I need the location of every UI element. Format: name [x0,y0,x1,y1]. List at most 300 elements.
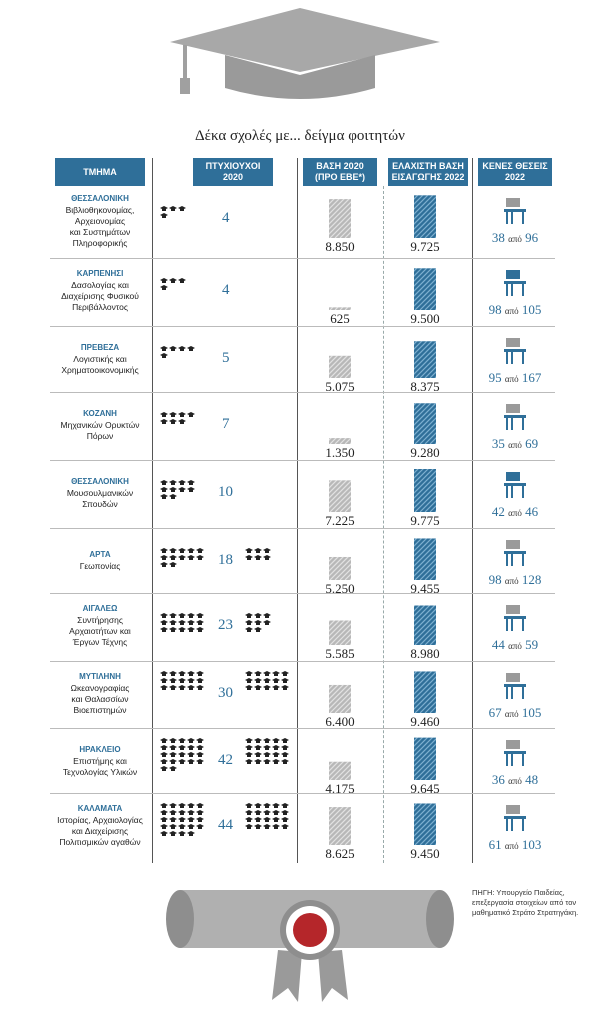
graduate-hat-icon [187,752,195,757]
graduates-count: 7 [222,416,230,432]
graduate-hat-icon [160,745,168,750]
graduate-hat-icon [254,548,262,553]
department-label: Βιοεπιστημών [73,705,127,715]
graduate-hat-icon [160,627,168,632]
graduate-hat-icon [160,803,168,808]
min-2022-value: 8.375 [410,379,440,394]
graduate-hat-icon [160,487,168,492]
graduate-hat-icon [169,412,177,417]
graduation-cap-icon [0,0,600,120]
graduate-hat-icon [245,678,253,683]
graduate-hat-icon [187,555,195,560]
base-2020-value: 5.075 [325,379,355,394]
graduate-hat-icon [178,810,186,815]
base-2020-value: 8.625 [325,846,355,861]
vacant-seats-text [470,572,560,588]
graduate-hat-icon [187,613,195,618]
graduate-hat-icon [160,766,168,771]
graduates-count: 4 [222,210,230,226]
graduate-hat-icon [169,627,177,632]
base-2020-value: 4.175 [325,781,355,796]
graduate-hat-icon [187,346,195,351]
min-2022-bar [414,801,436,845]
graduate-hat-icon [178,685,186,690]
graduate-hat-icon [160,206,168,211]
department-label: και Θαλασσίων [71,694,129,704]
graduate-hat-icon [245,548,253,553]
graduate-hat-icon [254,620,262,625]
base-2020-bar [329,601,351,645]
base-2020-bar [329,334,351,378]
vacant-seats-text [470,230,560,246]
graduate-hat-icon [169,738,177,743]
vacant-seats-text [470,504,560,520]
place-label: ΚΑΛΑΜΑΤΑ [77,804,123,813]
graduate-hat-icon [169,671,177,676]
graduate-hat-icon [281,817,289,822]
graduate-hat-icon [245,810,253,815]
row-separator [50,460,555,461]
graduate-hat-icon [272,803,280,808]
seats-preposition: από [508,641,522,651]
desk-chair-icon [502,603,528,633]
min-2022-value: 9.280 [410,445,440,460]
graduate-hat-icon [178,759,186,764]
row-separator [50,392,555,393]
graduate-hat-icon [196,627,204,632]
graduate-hat-icon [160,810,168,815]
divider-line [152,158,153,863]
department-label: και Συστημάτων [69,227,131,237]
graduate-hat-icon [196,738,204,743]
graduate-hat-icon [169,766,177,771]
divider-dashed-line [383,186,384,863]
graduate-hat-icon [245,671,253,676]
vacant-count: 36 [491,772,505,787]
graduate-hat-icon [272,745,280,750]
total-seats: 103 [521,837,542,852]
graduate-hat-icon [263,745,271,750]
vacant-count: 44 [491,637,505,652]
graduate-hat-icon [272,824,280,829]
graduate-hat-icon [254,671,262,676]
department-label: Ωκεανογραφίας [70,683,130,693]
header-dept-text: ΤΜΗΜΑ [83,166,117,177]
graduate-hat-icon [178,419,186,424]
graduate-hat-icon [187,810,195,815]
graduate-hat-icon [245,803,253,808]
graduate-hat-icon [281,738,289,743]
department-label: Χρηματοοικονομικής [61,364,139,375]
min-2022-bar [414,736,436,780]
graduate-hat-icon [196,620,204,625]
min-2022-bar [414,400,436,444]
header-dept [55,158,145,186]
header-seats-line1: ΚΕΝΕΣ ΘΕΣΕΙΣ [482,161,548,171]
department-label: και Διαχείρισης [71,826,129,836]
min-2022-value: 9.460 [410,714,440,729]
min-2022-value: 9.775 [410,513,440,528]
graduate-hat-icon [178,613,186,618]
graduate-hat-icon [263,803,271,808]
graduate-hat-icon [178,206,186,211]
desk-chair-icon [502,402,528,432]
graduates-count: 4 [222,282,230,298]
graduate-hat-icon [245,824,253,829]
graduate-hat-icon [169,759,177,764]
graduate-hat-icon [160,678,168,683]
header-min2022 [388,158,468,186]
place-label: ΚΟΖΑΝΗ [83,408,117,418]
graduate-hat-icon [169,346,177,351]
min-2022-bar [414,601,436,645]
vacant-count: 98 [488,302,502,317]
place-label: ΚΑΡΠΕΝΗΣΙ [76,269,124,278]
header-seats-line2: 2022 [504,172,526,182]
graduate-hat-icon [178,803,186,808]
total-seats: 59 [525,637,539,652]
vacant-seats-text [470,837,560,853]
desk-chair-icon [502,196,528,226]
row-separator [50,728,555,729]
graduate-hat-icon [187,685,195,690]
graduate-hat-icon [281,759,289,764]
department-label: Έργων Τέχνης [72,637,128,647]
graduate-hat-icon [263,824,271,829]
seats-preposition: από [504,374,519,384]
graduate-hat-icon [263,678,271,683]
graduate-hat-icon [187,671,195,676]
row-separator [50,258,555,259]
graduate-hat-icon [281,678,289,683]
graduate-hat-icon [196,548,204,553]
base-2020-bar [329,266,351,310]
department-label: Ιστορίας, Αρχαιολογίας [57,815,143,825]
graduate-hat-icon [263,810,271,815]
graduate-hat-icon [178,620,186,625]
graduate-hat-icon [196,745,204,750]
graduate-hat-icon [187,627,195,632]
row-separator [50,593,555,594]
place-label: ΗΡΑΚΛΕΙΟ [79,744,121,754]
vacant-seats-text [470,370,560,386]
graduate-hat-icon [160,562,168,567]
desk-chair-icon [502,738,528,768]
department-label: Αρχειονομίας [74,216,126,226]
vacant-count: 35 [491,436,505,451]
header-base2020-line1: ΒΑΣΗ 2020 [316,161,364,171]
vacant-seats-text [470,705,560,721]
row-separator [50,528,555,529]
base-2020-bar [329,736,351,780]
graduate-hat-icon [254,745,262,750]
graduate-hat-icon [178,831,186,836]
graduates-count: 10 [218,484,233,500]
graduate-hat-icon [169,487,177,492]
department-label: Μηχανικών Ορυκτών [60,419,140,430]
graduate-hat-icon [254,759,262,764]
graduate-hat-icon [245,620,253,625]
base-2020-value: 625 [330,311,350,326]
graduate-hat-icon [196,817,204,822]
min-2022-value: 9.645 [410,781,440,796]
graduate-hat-icon [178,671,186,676]
graduates-count: 42 [218,752,233,768]
department-label: Γεωπονίας [79,561,121,571]
total-seats: 105 [521,705,542,720]
graduate-hat-icon [160,824,168,829]
graduate-hat-icon [178,412,186,417]
graduate-hat-icon [160,613,168,618]
graduate-hat-icon [254,678,262,683]
vacant-count: 38 [491,230,505,245]
graduate-hat-icon [254,803,262,808]
graduate-hat-icon [245,627,253,632]
department-label: Μουσουλμανικών [66,487,134,498]
min-2022-bar [414,266,436,310]
header-min2022-line1: ΕΛΑΧΙΣΤΗ ΒΑΣΗ [392,161,464,171]
desk-chair-icon [502,671,528,701]
graduate-hat-icon [169,278,177,283]
base-2020-bar [329,194,351,238]
header-base2020 [303,158,377,186]
graduates-count: 44 [218,817,233,833]
graduate-hat-icon [160,353,168,358]
graduate-hat-icon [169,810,177,815]
graduate-hat-icon [245,613,253,618]
base-2020-value: 8.850 [325,239,355,254]
graduate-hat-icon [178,487,186,492]
graduate-hat-icon [245,555,253,560]
graduate-hat-icon [187,678,195,683]
department-label: Πληροφορικής [72,238,128,248]
base-2020-bar [329,801,351,845]
department-label: Διαχείρισης Φυσικού [61,291,139,301]
seats-preposition: από [508,776,522,786]
graduate-hat-icon [178,745,186,750]
graduate-hat-icon [263,759,271,764]
graduates-count: 30 [218,685,233,701]
vacant-seats-text [470,637,560,653]
graduate-hat-icon [196,671,204,676]
graduate-hat-icon [196,752,204,757]
chart-title: Δέκα σχολές με... δείγμα φοιτητών [195,128,405,144]
graduate-hat-icon [263,752,271,757]
graduate-hat-icon [169,206,177,211]
graduate-hat-icon [187,487,195,492]
graduate-hat-icon [272,678,280,683]
department-label: Αρχαιοτήτων και [69,626,131,636]
graduate-hat-icon [245,759,253,764]
seats-preposition: από [504,306,519,316]
graduate-hat-icon [187,824,195,829]
graduates-count: 5 [222,350,230,366]
min-2022-bar [414,334,436,378]
graduate-hat-icon [263,685,271,690]
graduate-hat-icon [160,685,168,690]
graduate-hat-icon [263,671,271,676]
graduate-hat-icon [272,810,280,815]
graduate-hat-icon [196,678,204,683]
graduate-hat-icon [187,831,195,836]
graduate-hat-icon [263,555,271,560]
graduate-hat-icon [169,831,177,836]
header-seats [478,158,552,186]
graduate-hat-icon [169,562,177,567]
graduate-hat-icon [160,620,168,625]
vacant-seats-text [470,436,560,452]
graduate-hat-icon [281,810,289,815]
place-label: ΜΥΤΙΛΗΝΗ [79,672,121,681]
row-separator [50,661,555,662]
graduate-hat-icon [169,817,177,822]
graduate-hat-icon [160,831,168,836]
graduate-hat-icon [187,745,195,750]
graduate-hat-icon [169,752,177,757]
graduate-hat-icon [272,752,280,757]
desk-chair-icon [502,268,528,298]
graduate-hat-icon [160,671,168,676]
base-2020-bar [329,536,351,580]
header-grads-line1: ΠΤΥΧΙΟΥΧΟΙ [205,161,261,171]
graduate-hat-icon [178,555,186,560]
graduate-hat-icon [272,738,280,743]
graduate-hat-icon [281,671,289,676]
seats-preposition: από [508,440,522,450]
graduate-hat-icon [160,759,168,764]
graduate-hat-icon [160,213,168,218]
graduate-hat-icon [254,810,262,815]
seats-preposition: από [508,234,522,244]
graduate-hat-icon [178,738,186,743]
place-label: ΘΕΣΣΑΛΟΝΙΚΗ [71,194,129,203]
place-label: ΑΡΤΑ [89,550,111,559]
vacant-count: 67 [488,705,502,720]
total-seats: 167 [521,370,542,385]
row-separator [50,326,555,327]
graduate-hat-icon [196,810,204,815]
department-label: Πολιτισμικών αγαθών [59,837,141,847]
min-2022-bar [414,194,436,238]
graduate-hat-icon [178,278,186,283]
vacant-seats-text [470,302,560,318]
base-2020-value: 1.350 [325,445,355,460]
graduate-hat-icon [169,555,177,560]
min-2022-value: 8.980 [410,646,440,661]
base-2020-value: 5.250 [325,581,355,596]
min-2022-bar [414,468,436,512]
graduate-hat-icon [196,685,204,690]
graduate-hat-icon [245,745,253,750]
department-label: Σπουδών [82,498,118,509]
graduate-hat-icon [263,817,271,822]
graduate-hat-icon [254,555,262,560]
vacant-count: 95 [488,370,502,385]
desk-chair-icon [502,470,528,500]
graduate-hat-icon [187,759,195,764]
total-seats: 96 [525,230,539,245]
place-label: ΘΕΣΣΑΛΟΝΙΚΗ [71,476,129,486]
desk-chair-icon [502,803,528,833]
graduate-hat-icon [160,480,168,485]
graduate-hat-icon [245,685,253,690]
department-label: Λογιστικής και [73,353,127,364]
vacant-count: 61 [488,837,502,852]
vacant-seats-text [470,772,560,788]
graduate-hat-icon [169,685,177,690]
seats-preposition: από [508,508,522,518]
graduate-hat-icon [178,346,186,351]
graduate-hat-icon [187,620,195,625]
graduate-hat-icon [187,803,195,808]
graduate-hat-icon [196,613,204,618]
min-2022-value: 9.455 [410,581,440,596]
header-base2020-line2: (ΠΡΟ ΕΒΕ*) [314,172,365,182]
graduate-hat-icon [272,685,280,690]
graduate-hat-icon [160,738,168,743]
min-2022-value: 9.450 [410,846,440,861]
graduate-hat-icon [160,555,168,560]
graduate-hat-icon [263,613,271,618]
graduate-hat-icon [178,752,186,757]
graduate-hat-icon [187,817,195,822]
graduate-hat-icon [281,824,289,829]
graduate-hat-icon [169,824,177,829]
graduate-hat-icon [169,419,177,424]
graduate-hat-icon [169,803,177,808]
graduate-hat-icon [178,480,186,485]
base-2020-value: 5.585 [325,646,355,661]
graduate-hat-icon [178,817,186,822]
base-2020-value: 6.400 [325,714,355,729]
seats-preposition: από [504,841,519,851]
graduate-hat-icon [160,817,168,822]
graduate-hat-icon [178,627,186,632]
graduate-hat-icon [160,548,168,553]
graduate-hat-icon [263,620,271,625]
place-label: ΑΙΓΑΛΕΩ [82,604,118,613]
graduate-hat-icon [169,678,177,683]
graduate-hat-icon [272,671,280,676]
graduate-hat-icon [281,745,289,750]
graduate-hat-icon [187,480,195,485]
total-seats: 105 [521,302,542,317]
graduate-hat-icon [254,752,262,757]
graduate-hat-icon [169,548,177,553]
graduate-hat-icon [245,817,253,822]
department-label: Επιστήμης και [73,755,127,766]
department-label: Δασολογίας και [71,280,129,290]
graduate-hat-icon [187,548,195,553]
graduate-hat-icon [160,419,168,424]
header-grads-line2: 2020 [222,172,244,182]
base-2020-value: 7.225 [325,513,355,528]
department-label: Περιβάλλοντος [72,302,128,312]
graduates-count: 23 [218,617,233,633]
department-label: Πόρων [86,430,114,441]
graduates-count: 18 [218,552,233,568]
vacant-count: 98 [488,572,502,587]
header-min2022-line2: ΕΙΣΑΓΩΓΗΣ 2022 [391,172,465,182]
total-seats: 128 [521,572,542,587]
graduate-hat-icon [160,278,168,283]
graduate-hat-icon [160,752,168,757]
graduate-hat-icon [178,824,186,829]
graduate-hat-icon [196,803,204,808]
min-2022-bar [414,536,436,580]
graduate-hat-icon [254,685,262,690]
total-seats: 48 [525,772,539,787]
